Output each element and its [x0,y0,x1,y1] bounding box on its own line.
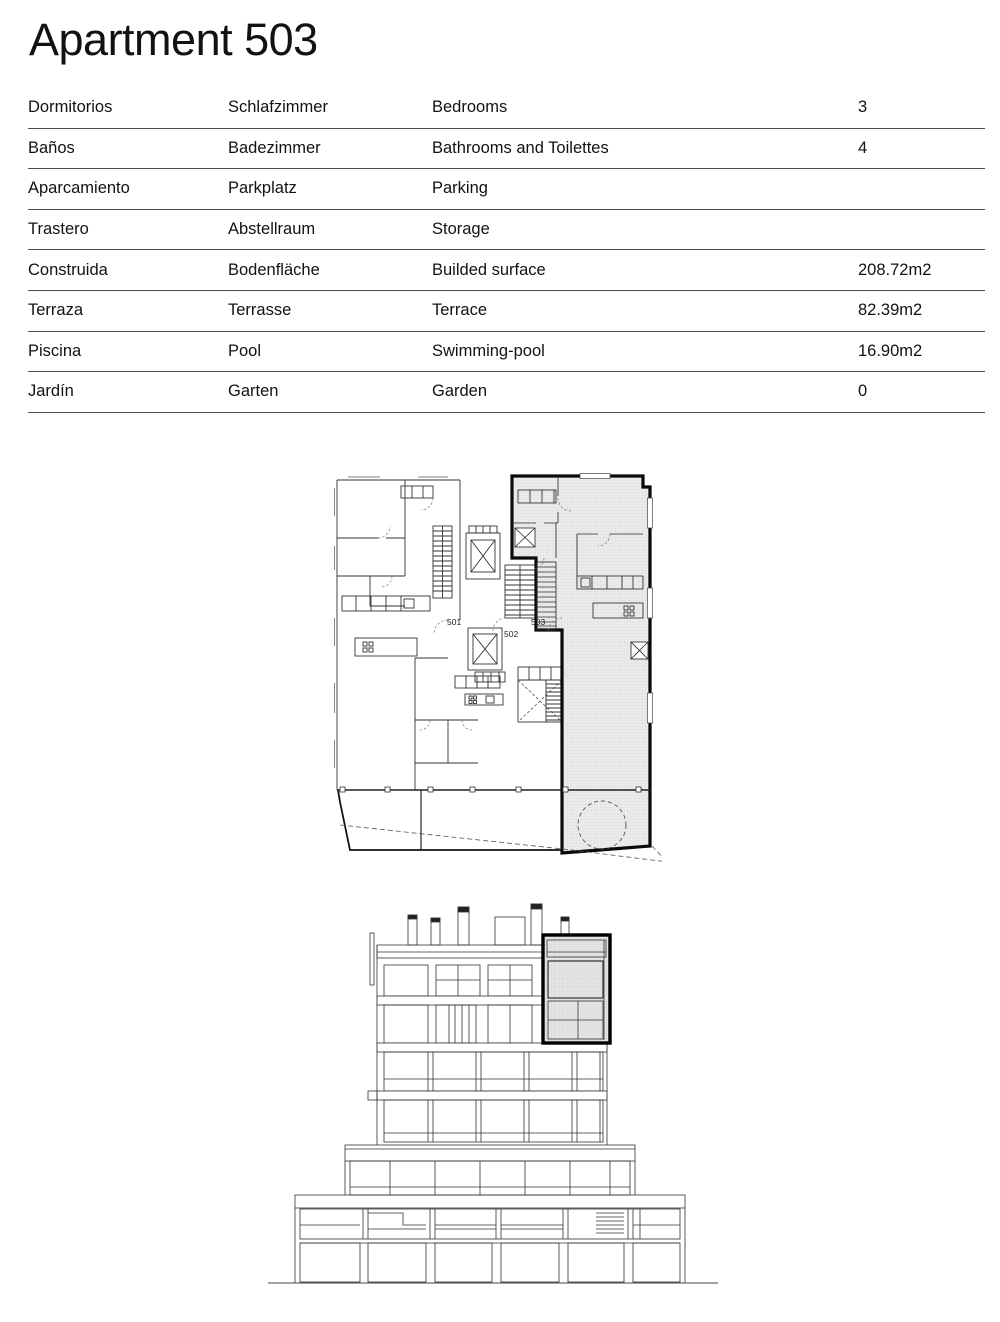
building-elevation-drawing [268,895,718,1290]
spec-cell-german: Bodenfläche [228,250,432,291]
window-row-3 [384,1052,603,1091]
spec-cell-spanish: Trastero [28,209,228,250]
unit-502-label: 502 [504,629,519,639]
mid-block [345,1145,635,1195]
elevator-symbol-502 [468,628,505,682]
spec-cell-value: 0 [858,372,985,413]
roof-chimneys [370,904,569,985]
spec-row [28,88,985,128]
cooktop-icon-502 [469,696,477,704]
spec-cell-english: Garden [432,372,858,413]
unit-503-label: 503 [531,617,546,627]
window-row-4 [384,1005,532,1043]
spec-cell-value: 82.39m2 [858,290,985,331]
spec-cell-english: Swimming-pool [432,331,858,372]
spec-cell-english: Bedrooms [432,88,858,128]
spec-cell-german: Pool [228,331,432,372]
elevator-symbol [466,526,500,579]
spec-table [28,88,985,413]
page-title: Apartment 503 [29,14,318,65]
spec-cell-german: Abstellraum [228,209,432,250]
spec-cell-value: 208.72m2 [858,250,985,291]
main-staircase-symbol [505,565,535,618]
floor-plan-drawing [330,468,662,872]
window-row-2 [384,1100,603,1142]
shower-symbol [631,642,648,659]
spec-cell-english: Storage [432,209,858,250]
spec-cell-spanish: Piscina [28,331,228,372]
spec-row [28,372,985,413]
spec-cell-german: Schlafzimmer [228,88,432,128]
spec-row [28,250,985,291]
kitchen-island [355,638,417,656]
staircase-symbol [433,526,452,598]
spec-cell-spanish: Construida [28,250,228,291]
ground-floor-row [300,1243,680,1282]
spec-cell-german: Parkplatz [228,169,432,210]
lower-terrace-outline [338,790,563,850]
spec-cell-german: Badezimmer [228,128,432,169]
base-block [295,1195,685,1283]
spec-cell-value: 16.90m2 [858,331,985,372]
spec-cell-english: Terrace [432,290,858,331]
windows [335,477,449,768]
spec-cell-spanish: Baños [28,128,228,169]
spec-row [28,128,985,169]
wardrobe [401,486,433,498]
spec-row [28,331,985,372]
unit-501-label: 501 [447,617,462,627]
spec-cell-spanish: Aparcamiento [28,169,228,210]
duct-shaft-symbol [515,528,535,547]
spec-cell-value [858,169,985,210]
spec-cell-spanish: Jardín [28,372,228,413]
spec-cell-english: Parking [432,169,858,210]
spec-row [28,209,985,250]
spec-cell-german: Garten [228,372,432,413]
spec-cell-value: 3 [858,88,985,128]
spec-row [28,290,985,331]
elevation-503-highlight [543,935,610,1043]
spec-cell-english: Builded surface [432,250,858,291]
spec-cell-spanish: Terraza [28,290,228,331]
cooktop-icon [363,642,373,652]
spec-cell-english: Bathrooms and Toilettes [432,128,858,169]
window-row-1 [350,1161,630,1195]
spec-row [28,169,985,210]
unit-503-region [512,473,653,853]
staircase-symbol-502 [518,667,562,722]
spec-table-body [28,88,985,412]
spec-cell-german: Terrasse [228,290,432,331]
elevation-503-outline [543,935,610,1043]
spec-cell-value: 4 [858,128,985,169]
neighbor-units-outline [337,480,503,790]
spec-cell-value [858,209,985,250]
spec-cell-spanish: Dormitorios [28,88,228,128]
mezzanine-row [300,1209,680,1239]
window-row-5 [384,965,532,996]
